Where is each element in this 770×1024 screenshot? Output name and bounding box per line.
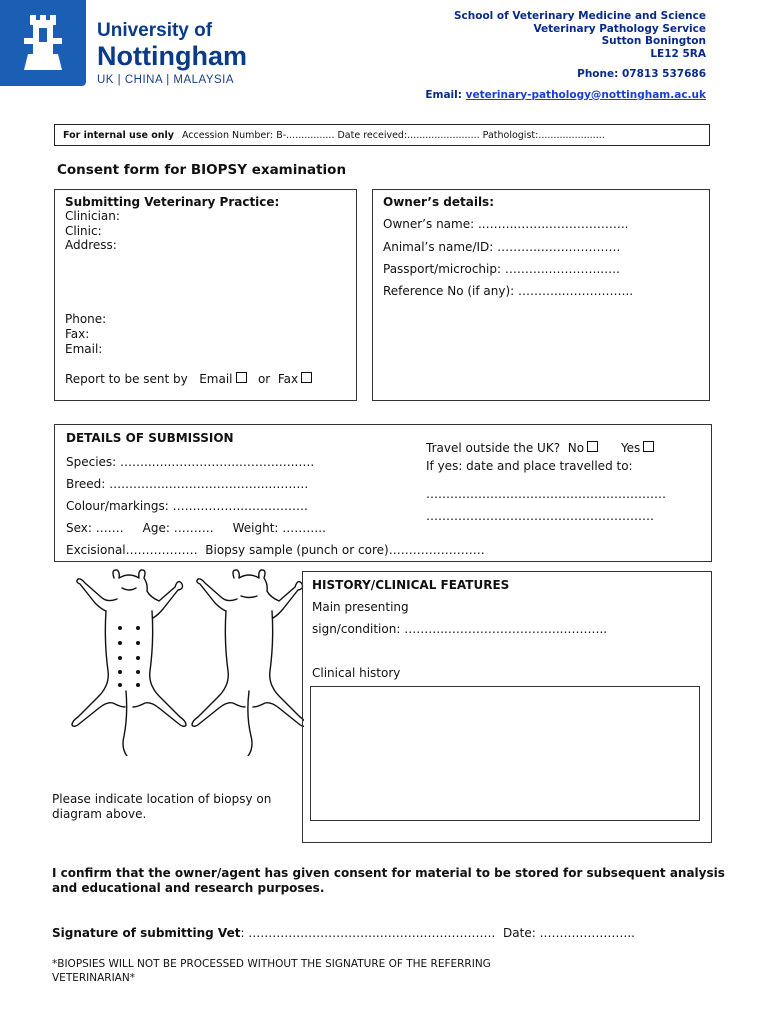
sample-row — [66, 543, 485, 557]
owner-box — [372, 189, 710, 401]
yes-label: Yes — [620, 441, 641, 455]
logo-line-1: University of — [97, 20, 213, 41]
diagram-caption: Please indicate location of biopsy on diagram above. — [52, 792, 272, 821]
animal-name-field[interactable]: Animal’s name/ID: ………..…….…………. — [383, 240, 621, 254]
postcode: LE12 5RA — [650, 47, 706, 60]
logo-line-2: Nottingham — [97, 41, 247, 71]
submission-heading: DETAILS OF SUBMISSION — [66, 431, 234, 445]
dorsal-view-outline — [192, 570, 304, 756]
address-label: Address: — [65, 238, 117, 252]
email-label: Email: — [425, 88, 466, 101]
school-name: School of Veterinary Medicine and Science — [453, 10, 706, 22]
sign-condition-field[interactable]: sign/condition: ………..………………………..……….. — [312, 622, 608, 636]
travel-line-2[interactable]: ………………………………………………… — [426, 509, 654, 523]
signature-field[interactable]: : ………….………………..……….………………. — [240, 926, 496, 940]
travel-label: Travel outside the UK? — [426, 441, 561, 455]
history-heading: HISTORY/CLINICAL FEATURES — [312, 578, 510, 592]
reference-field[interactable]: Reference No (if any): ………..……….…….. — [383, 284, 634, 298]
ventral-view-outline — [72, 570, 186, 756]
excisional-field[interactable]: Excisional……………… — [66, 543, 198, 557]
internal-fields: Accession Number: B-................ Date received:........................ Pathologist:...................... — [181, 130, 605, 141]
biopsy-location-diagram[interactable] — [54, 566, 304, 756]
report-row — [65, 372, 312, 387]
email-label-practice: Email: — [65, 342, 103, 356]
practice-heading: Submitting Veterinary Practice: — [65, 195, 280, 209]
travel-line-1[interactable]: …………………………………………………… — [426, 487, 666, 501]
travel-yes-checkbox[interactable] — [643, 441, 654, 452]
clinical-history-input[interactable] — [310, 686, 700, 821]
colour-field[interactable]: Colour/markings: …….………..……………. — [66, 499, 308, 513]
breed-field[interactable]: Breed: ….……….……………………..………. — [66, 477, 309, 491]
clinic-label: Clinic: — [65, 224, 102, 238]
university-crest-logo — [0, 0, 86, 86]
no-label: No — [567, 441, 585, 455]
processing-note: *BIOPSIES WILL NOT BE PROCESSED WITHOUT THE SIGNATURE OF THE REFERRING VETERINARIAN* — [52, 958, 491, 984]
university-name — [97, 20, 247, 89]
report-label: Report to be sent by — [65, 372, 188, 386]
sex-field[interactable]: Sex: ……. — [66, 521, 124, 535]
travel-row — [426, 441, 654, 455]
biopsy-field[interactable]: Biopsy sample (punch or core)…………………… — [205, 543, 485, 557]
weight-field[interactable]: Weight: ……….. — [232, 521, 326, 535]
passport-field[interactable]: Passport/microchip: ………..…………..…. — [383, 262, 620, 276]
internal-use-box — [54, 124, 710, 146]
signature-row — [52, 926, 635, 940]
email-checkbox[interactable] — [236, 372, 247, 383]
service-name: Veterinary Pathology Service — [533, 22, 706, 35]
internal-label: For internal use only — [63, 130, 174, 141]
travel-no-checkbox[interactable] — [587, 441, 598, 452]
phone: Phone: 07813 537686 — [577, 68, 706, 80]
clinician-label: Clinician: — [65, 209, 120, 223]
email-option-label: Email — [199, 372, 233, 386]
email-link[interactable]: veterinary-pathology@nottingham.ac.uk — [465, 88, 706, 101]
main-presenting-label: Main presenting — [312, 600, 409, 614]
age-field[interactable]: Age: ………. — [142, 521, 214, 535]
species-field[interactable]: Species: ……..…..……………..……….…..…. — [66, 455, 315, 469]
email-line — [425, 89, 706, 102]
form-title: Consent form for BIOPSY examination — [57, 162, 347, 178]
mammary-dots — [118, 626, 140, 687]
or-label: or — [257, 372, 271, 386]
signature-label: Signature of submitting Vet — [52, 926, 241, 940]
practice-box — [54, 189, 357, 401]
fax-checkbox[interactable] — [301, 372, 312, 383]
travel-ifyes-label: If yes: date and place travelled to: — [426, 459, 633, 473]
owner-name-field[interactable]: Owner’s name: ..……..……..……………….. — [383, 217, 629, 231]
phone-label: Phone: — [65, 312, 107, 326]
clinical-history-label: Clinical history — [312, 666, 401, 680]
owner-heading: Owner’s details: — [383, 195, 494, 209]
fax-label: Fax: — [65, 327, 90, 341]
sex-age-weight-row — [66, 521, 326, 535]
consent-statement: I confirm that the owner/agent has given consent for material to be stored for subsequent analysis and educational and research purposes. — [52, 866, 725, 895]
date-field[interactable]: Date: ……….………….. — [503, 926, 635, 940]
logo-line-3: UK | CHINA | MALAYSIA — [97, 74, 235, 86]
school-contact-block — [425, 10, 706, 101]
fax-option-label: Fax — [277, 372, 299, 386]
address-line: Sutton Bonington — [601, 35, 706, 47]
submission-box — [54, 424, 712, 562]
castle-icon — [0, 0, 86, 86]
